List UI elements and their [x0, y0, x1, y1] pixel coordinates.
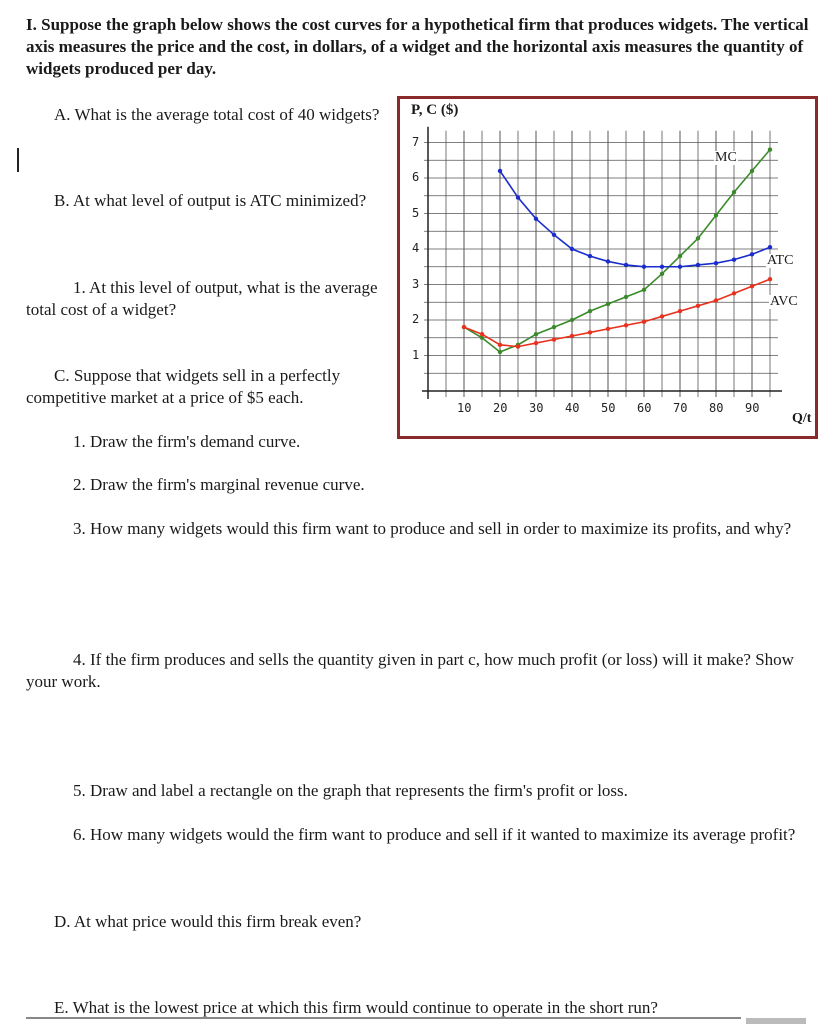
scrollbar-thumb[interactable] — [746, 1018, 806, 1024]
atc-data-point — [642, 265, 646, 269]
atc-data-point — [660, 265, 664, 269]
avc-data-point — [570, 334, 574, 338]
atc-curve-label: ATC — [767, 253, 794, 268]
atc-data-point — [498, 169, 502, 173]
x-tick-label: 20 — [493, 401, 508, 415]
y-tick-label: 5 — [412, 205, 420, 220]
avc-data-point — [552, 337, 556, 341]
question-c: C. Suppose that widgets sell in a perfectly competitive market at a price of $5 each. — [26, 366, 341, 407]
avc-data-point — [516, 344, 520, 348]
atc-curve-line — [500, 171, 770, 267]
atc-data-point — [678, 265, 682, 269]
avc-curve-line — [464, 279, 770, 346]
atc-data-point — [750, 252, 754, 256]
x-tick-label: 90 — [745, 401, 760, 415]
atc-data-point — [606, 259, 610, 263]
y-tick-label: 6 — [412, 170, 420, 184]
y-tick-label: 7 — [412, 134, 420, 149]
avc-data-point — [696, 304, 700, 308]
avc-curve-label: AVC — [770, 294, 798, 309]
mc-data-point — [552, 325, 556, 329]
avc-data-point — [768, 277, 772, 281]
atc-data-point — [768, 245, 772, 249]
avc-data-point — [678, 309, 682, 313]
y-tick-label: 2 — [412, 312, 420, 326]
avc-data-point — [588, 330, 592, 334]
x-axis-title: Q/t — [792, 411, 812, 426]
question-c2: 2. Draw the firm's marginal revenue curve. — [73, 475, 365, 494]
question-d: D. At what price would this firm break even? — [54, 912, 362, 931]
mc-data-point — [588, 309, 592, 313]
mc-data-point — [570, 318, 574, 322]
question-a: A. What is the average total cost of 40 widgets? — [54, 105, 380, 124]
y-tick-label: 1 — [412, 347, 420, 362]
x-tick-label: 70 — [673, 401, 688, 415]
mc-data-point — [498, 350, 502, 354]
page-bottom-rule — [26, 1017, 741, 1019]
problem-intro: I. Suppose the graph below shows the cost curves for a hypothetical firm that produces widgets. The vertical axis measures the price and the cost, in dollars, of a widget and the horizontal axis measures the quantity of widgets produced per day. — [26, 15, 809, 78]
avc-data-point — [660, 314, 664, 318]
x-tick-label: 30 — [529, 401, 544, 415]
atc-data-point — [732, 257, 736, 261]
question-c1: 1. Draw the firm's demand curve. — [73, 432, 301, 451]
atc-data-point — [570, 247, 574, 251]
mc-curve-line — [464, 150, 770, 352]
mc-data-point — [624, 295, 628, 299]
x-tick-label: 40 — [565, 401, 580, 415]
atc-data-point — [552, 233, 556, 237]
atc-data-point — [516, 195, 520, 199]
mc-data-point — [660, 272, 664, 276]
avc-data-point — [462, 325, 466, 329]
question-e: E. What is the lowest price at which this firm would continue to operate in the short run? — [54, 998, 658, 1017]
y-axis-title: P, C ($) — [411, 102, 459, 118]
y-tick-label: 4 — [412, 241, 420, 255]
mc-curve-label: MC — [715, 150, 737, 165]
mc-data-point — [642, 288, 646, 292]
mc-data-point — [606, 302, 610, 306]
atc-data-point — [696, 263, 700, 267]
question-b: B. At what level of output is ATC minimized? — [54, 191, 367, 210]
question-b1: 1. At this level of output, what is the average total cost of a widget? — [26, 278, 378, 319]
avc-data-point — [480, 332, 484, 336]
avc-data-point — [642, 320, 646, 324]
cost-curves-graph — [397, 96, 818, 439]
question-c6: 6. How many widgets would the firm want to produce and sell if it wanted to maximize its average profit? — [73, 825, 796, 844]
atc-data-point — [624, 263, 628, 267]
x-tick-label: 10 — [457, 401, 472, 415]
avc-data-point — [750, 284, 754, 288]
avc-data-point — [498, 343, 502, 347]
mc-data-point — [714, 213, 718, 217]
cost-curves-chart — [400, 99, 815, 436]
x-tick-label: 80 — [709, 401, 724, 415]
avc-data-point — [624, 323, 628, 327]
text-cursor — [17, 148, 19, 172]
mc-data-point — [732, 190, 736, 194]
x-tick-label: 60 — [637, 401, 652, 415]
mc-data-point — [696, 236, 700, 240]
avc-data-point — [606, 327, 610, 331]
question-c4: 4. If the firm produces and sells the quantity given in part c, how much profit (or loss) will it make? Show your work. — [26, 650, 794, 691]
avc-data-point — [732, 291, 736, 295]
y-tick-label: 3 — [412, 276, 420, 291]
avc-data-point — [534, 341, 538, 345]
mc-data-point — [534, 332, 538, 336]
atc-data-point — [714, 261, 718, 265]
mc-data-point — [678, 254, 682, 258]
atc-data-point — [534, 217, 538, 221]
atc-data-point — [588, 254, 592, 258]
question-c3: 3. How many widgets would this firm want to produce and sell in order to maximize its profits, and why? — [73, 519, 792, 538]
question-c5: 5. Draw and label a rectangle on the graph that represents the firm's profit or loss. — [73, 781, 628, 800]
avc-data-point — [714, 298, 718, 302]
mc-data-point — [768, 147, 772, 151]
x-tick-label: 50 — [601, 401, 616, 415]
mc-data-point — [750, 169, 754, 173]
